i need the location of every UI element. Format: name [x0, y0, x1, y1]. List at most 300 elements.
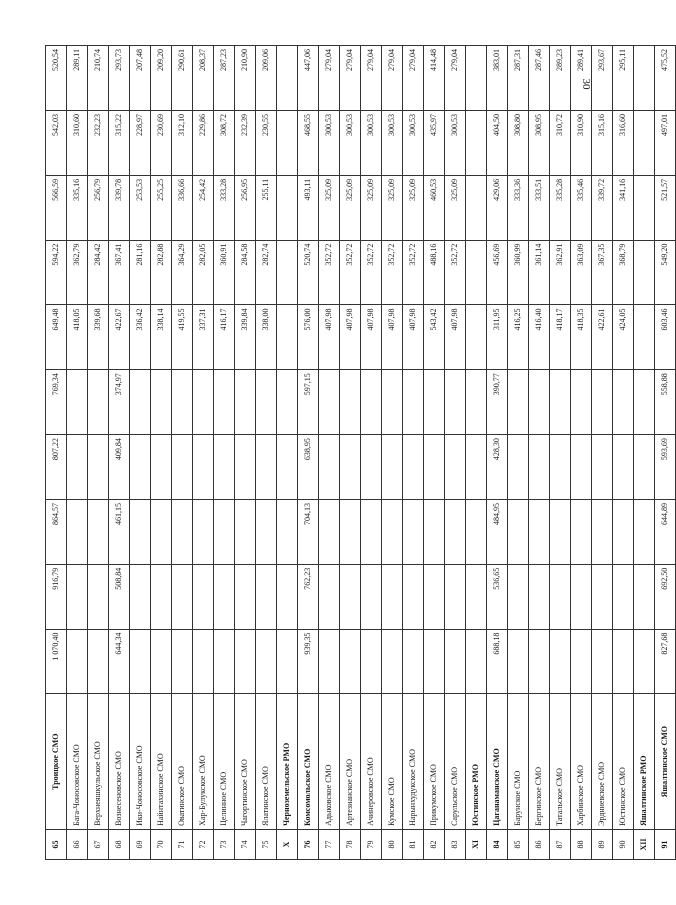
value-cell	[151, 435, 172, 500]
value-cell	[634, 435, 655, 500]
value-cell	[550, 370, 571, 435]
value-cell: 807,22	[46, 435, 67, 500]
value-cell	[277, 435, 298, 500]
value-cell: 603,46	[655, 305, 676, 370]
municipality-name-cell: Татальское СМО	[550, 694, 571, 829]
value-cell	[130, 370, 151, 435]
tariff-table	[45, 45, 676, 860]
value-cell	[592, 629, 613, 694]
value-cell	[361, 499, 382, 564]
value-cell: 333,28	[214, 175, 235, 240]
value-cell	[235, 499, 256, 564]
value-cell: 325,09	[319, 175, 340, 240]
value-cell	[214, 370, 235, 435]
value-cell	[529, 499, 550, 564]
value-cell: 279,04	[445, 46, 466, 111]
value-cell	[613, 435, 634, 500]
value-cell: 416,25	[508, 305, 529, 370]
value-cell	[214, 629, 235, 694]
value-cell	[403, 499, 424, 564]
table-row	[67, 46, 88, 860]
value-cell: 300,53	[403, 110, 424, 175]
table-row	[445, 46, 466, 860]
table-row	[550, 46, 571, 860]
row-number-cell: 78	[340, 829, 361, 859]
value-cell	[193, 370, 214, 435]
row-number-cell: 84	[487, 829, 508, 859]
value-cell	[277, 564, 298, 629]
value-cell: 418,35	[571, 305, 592, 370]
value-cell	[508, 499, 529, 564]
row-number-cell: 65	[46, 829, 67, 859]
value-cell: 300,53	[445, 110, 466, 175]
municipality-name-cell: Найнтахинское СМО	[151, 694, 172, 829]
value-cell	[634, 175, 655, 240]
value-cell: 279,04	[361, 46, 382, 111]
value-cell: 279,04	[382, 46, 403, 111]
value-cell: 536,65	[487, 564, 508, 629]
municipality-name-cell: Бергинское СМО	[529, 694, 550, 829]
row-number-cell: 70	[151, 829, 172, 859]
value-cell: 468,55	[298, 110, 319, 175]
value-cell: 310,90	[571, 110, 592, 175]
value-cell	[172, 435, 193, 500]
value-cell: 520,74	[298, 240, 319, 305]
value-cell: 424,05	[613, 305, 634, 370]
value-cell: 542,03	[46, 110, 67, 175]
value-cell	[151, 629, 172, 694]
value-cell: 229,86	[193, 110, 214, 175]
value-cell: 566,59	[46, 175, 67, 240]
value-cell	[613, 564, 634, 629]
municipality-name-cell: Черноземельское РМО	[277, 694, 298, 829]
value-cell: 256,79	[88, 175, 109, 240]
tariff-table-container	[45, 45, 669, 860]
value-cell	[550, 435, 571, 500]
value-cell	[277, 499, 298, 564]
value-cell	[67, 629, 88, 694]
value-cell: 316,60	[613, 110, 634, 175]
value-cell: 335,28	[550, 175, 571, 240]
value-cell	[382, 564, 403, 629]
table-row	[424, 46, 445, 860]
value-cell: 290,61	[172, 46, 193, 111]
value-cell: 558,88	[655, 370, 676, 435]
value-cell: 300,53	[361, 110, 382, 175]
value-cell: 404,50	[487, 110, 508, 175]
value-cell	[151, 564, 172, 629]
value-cell: 210,74	[88, 46, 109, 111]
value-cell: 293,67	[592, 46, 613, 111]
value-cell: 282,05	[193, 240, 214, 305]
value-cell: 407,98	[361, 305, 382, 370]
value-cell: 282,74	[256, 240, 277, 305]
value-cell: 416,17	[214, 305, 235, 370]
municipality-name-cell: Комсомольское СМО	[298, 694, 319, 829]
value-cell	[529, 370, 550, 435]
row-number-cell: 87	[550, 829, 571, 859]
value-cell	[634, 499, 655, 564]
value-cell	[88, 629, 109, 694]
table-row	[487, 46, 508, 860]
value-cell	[445, 629, 466, 694]
value-cell	[466, 629, 487, 694]
value-cell: 325,09	[382, 175, 403, 240]
value-cell: 361,14	[529, 240, 550, 305]
municipality-name-cell: Харбинское СМО	[571, 694, 592, 829]
table-row	[382, 46, 403, 860]
value-cell: 308,72	[214, 110, 235, 175]
municipality-name-cell: Вознесеновское СМО	[109, 694, 130, 829]
row-number-cell: 66	[67, 829, 88, 859]
value-cell	[235, 564, 256, 629]
value-cell	[235, 629, 256, 694]
value-cell	[172, 499, 193, 564]
value-cell: 428,30	[487, 435, 508, 500]
value-cell	[529, 435, 550, 500]
value-cell	[340, 629, 361, 694]
value-cell: 576,00	[298, 305, 319, 370]
table-row	[634, 46, 655, 860]
value-cell	[466, 564, 487, 629]
value-cell: 289,11	[67, 46, 88, 111]
municipality-name-cell: Троицкое СМО	[46, 694, 67, 829]
value-cell: 594,22	[46, 240, 67, 305]
page-number: 30	[580, 78, 592, 90]
value-cell: 704,13	[298, 499, 319, 564]
value-cell	[424, 370, 445, 435]
rotated-table-frame	[45, 45, 669, 860]
value-cell	[319, 629, 340, 694]
table-row	[613, 46, 634, 860]
value-cell	[319, 435, 340, 500]
value-cell: 232,23	[88, 110, 109, 175]
row-number-cell: XII	[634, 829, 655, 859]
value-cell	[88, 435, 109, 500]
value-cell	[445, 564, 466, 629]
municipality-name-cell: Ики-Чоносовское СМО	[130, 694, 151, 829]
value-cell: 310,72	[550, 110, 571, 175]
value-cell: 864,57	[46, 499, 67, 564]
value-cell: 521,57	[655, 175, 676, 240]
value-cell	[466, 370, 487, 435]
table-row	[46, 46, 67, 860]
municipality-name-cell: Верхнеяшкульское СМО	[88, 694, 109, 829]
municipality-name-cell: Юстинское РМО	[466, 694, 487, 829]
value-cell	[256, 435, 277, 500]
value-cell	[172, 564, 193, 629]
value-cell: 230,55	[256, 110, 277, 175]
value-cell	[277, 370, 298, 435]
municipality-name-cell: Артезианское СМО	[340, 694, 361, 829]
value-cell: 475,52	[655, 46, 676, 111]
value-cell	[88, 370, 109, 435]
value-cell	[466, 435, 487, 500]
row-number-cell: 80	[382, 829, 403, 859]
value-cell: 339,68	[88, 305, 109, 370]
value-cell: 916,79	[46, 564, 67, 629]
value-cell: 352,72	[403, 240, 424, 305]
value-cell: 325,09	[445, 175, 466, 240]
value-cell	[214, 499, 235, 564]
value-cell	[634, 629, 655, 694]
value-cell: 308,80	[508, 110, 529, 175]
value-cell: 414,48	[424, 46, 445, 111]
table-row	[172, 46, 193, 860]
value-cell	[319, 370, 340, 435]
municipality-name-cell: Целинное СМО	[214, 694, 235, 829]
table-row	[298, 46, 319, 860]
value-cell: 435,97	[424, 110, 445, 175]
value-cell: 447,06	[298, 46, 319, 111]
value-cell: 300,53	[382, 110, 403, 175]
value-cell: 762,23	[298, 564, 319, 629]
value-cell: 409,84	[109, 435, 130, 500]
value-cell: 456,69	[487, 240, 508, 305]
value-cell	[634, 240, 655, 305]
value-cell: 692,50	[655, 564, 676, 629]
table-row	[529, 46, 550, 860]
value-cell	[403, 629, 424, 694]
value-cell	[382, 629, 403, 694]
row-number-cell: 77	[319, 829, 340, 859]
value-cell: 543,42	[424, 305, 445, 370]
value-cell	[592, 499, 613, 564]
value-cell: 338,00	[256, 305, 277, 370]
table-row	[466, 46, 487, 860]
value-cell	[445, 370, 466, 435]
value-cell: 360,99	[508, 240, 529, 305]
table-row	[151, 46, 172, 860]
value-cell	[319, 564, 340, 629]
value-cell: 281,16	[130, 240, 151, 305]
municipality-name-cell: Ачинеровское СМО	[361, 694, 382, 829]
value-cell: 325,09	[340, 175, 361, 240]
value-cell: 649,48	[46, 305, 67, 370]
value-cell: 308,95	[529, 110, 550, 175]
row-number-cell: 76	[298, 829, 319, 859]
value-cell	[277, 240, 298, 305]
value-cell	[193, 435, 214, 500]
municipality-name-cell: Оватинское СМО	[172, 694, 193, 829]
value-cell: 287,23	[214, 46, 235, 111]
value-cell	[340, 435, 361, 500]
municipality-name-cell: Прикумское СМО	[424, 694, 445, 829]
value-cell	[466, 240, 487, 305]
value-cell: 232,39	[235, 110, 256, 175]
table-row	[130, 46, 151, 860]
value-cell: 368,79	[613, 240, 634, 305]
value-cell: 497,01	[655, 110, 676, 175]
row-number-cell: 89	[592, 829, 613, 859]
value-cell: 362,91	[550, 240, 571, 305]
value-cell	[403, 435, 424, 500]
value-cell: 338,14	[151, 305, 172, 370]
value-cell: 289,23	[550, 46, 571, 111]
value-cell: 363,09	[571, 240, 592, 305]
value-cell: 333,51	[529, 175, 550, 240]
value-cell: 282,88	[151, 240, 172, 305]
value-cell: 255,11	[256, 175, 277, 240]
value-cell	[571, 499, 592, 564]
value-cell: 407,98	[382, 305, 403, 370]
value-cell: 325,09	[403, 175, 424, 240]
value-cell: 284,42	[88, 240, 109, 305]
value-cell	[466, 305, 487, 370]
value-cell: 362,79	[67, 240, 88, 305]
value-cell: 312,10	[172, 110, 193, 175]
value-cell: 325,09	[361, 175, 382, 240]
value-cell	[571, 629, 592, 694]
value-cell: 207,48	[130, 46, 151, 111]
value-cell	[634, 370, 655, 435]
value-cell	[466, 110, 487, 175]
value-cell	[634, 305, 655, 370]
value-cell	[193, 499, 214, 564]
value-cell	[571, 370, 592, 435]
value-cell	[634, 564, 655, 629]
table-row	[88, 46, 109, 860]
value-cell: 333,36	[508, 175, 529, 240]
municipality-name-cell: Яшалтинское РМО	[634, 694, 655, 829]
value-cell	[550, 629, 571, 694]
row-number-cell: XI	[466, 829, 487, 859]
value-cell: 374,97	[109, 370, 130, 435]
value-cell: 209,20	[151, 46, 172, 111]
row-number-cell: 85	[508, 829, 529, 859]
value-cell	[340, 499, 361, 564]
value-cell	[88, 499, 109, 564]
value-cell	[361, 370, 382, 435]
value-cell: 230,69	[151, 110, 172, 175]
value-cell: 337,31	[193, 305, 214, 370]
value-cell: 407,98	[445, 305, 466, 370]
value-cell: 352,72	[340, 240, 361, 305]
value-cell: 1 070,40	[46, 629, 67, 694]
value-cell	[193, 629, 214, 694]
value-cell	[592, 370, 613, 435]
value-cell: 341,16	[613, 175, 634, 240]
value-cell: 339,78	[109, 175, 130, 240]
value-cell	[277, 110, 298, 175]
value-cell	[172, 629, 193, 694]
value-cell	[592, 435, 613, 500]
value-cell: 339,72	[592, 175, 613, 240]
value-cell: 549,20	[655, 240, 676, 305]
value-cell	[67, 499, 88, 564]
value-cell	[172, 370, 193, 435]
value-cell	[508, 564, 529, 629]
value-cell	[88, 564, 109, 629]
table-row	[361, 46, 382, 860]
row-number-cell: 67	[88, 829, 109, 859]
value-cell	[67, 435, 88, 500]
value-cell: 407,98	[403, 305, 424, 370]
value-cell: 210,90	[235, 46, 256, 111]
value-cell	[571, 435, 592, 500]
value-cell: 253,53	[130, 175, 151, 240]
value-cell: 254,42	[193, 175, 214, 240]
value-cell: 352,72	[361, 240, 382, 305]
value-cell: 488,16	[424, 240, 445, 305]
value-cell	[67, 370, 88, 435]
value-cell: 688,18	[487, 629, 508, 694]
value-cell	[319, 499, 340, 564]
value-cell: 287,31	[508, 46, 529, 111]
value-cell: 422,67	[109, 305, 130, 370]
value-cell	[277, 629, 298, 694]
row-number-cell: 86	[529, 829, 550, 859]
value-cell: 352,72	[445, 240, 466, 305]
table-row	[256, 46, 277, 860]
row-number-cell: 71	[172, 829, 193, 859]
value-cell: 256,95	[235, 175, 256, 240]
row-number-cell: 91	[655, 829, 676, 859]
table-row	[655, 46, 676, 860]
value-cell	[508, 370, 529, 435]
row-number-cell: 72	[193, 829, 214, 859]
value-cell	[445, 435, 466, 500]
value-cell: 279,04	[319, 46, 340, 111]
value-cell	[256, 370, 277, 435]
value-cell	[403, 370, 424, 435]
value-cell	[340, 564, 361, 629]
value-cell	[256, 629, 277, 694]
row-number-cell: 69	[130, 829, 151, 859]
value-cell: 279,04	[403, 46, 424, 111]
municipality-name-cell: Цаганаманское СМО	[487, 694, 508, 829]
value-cell: 484,95	[487, 499, 508, 564]
value-cell	[382, 370, 403, 435]
value-cell: 390,77	[487, 370, 508, 435]
value-cell	[214, 435, 235, 500]
value-cell: 336,42	[130, 305, 151, 370]
value-cell	[361, 435, 382, 500]
value-cell	[613, 499, 634, 564]
municipality-name-cell: Эрдниевское СМО	[592, 694, 613, 829]
value-cell	[424, 499, 445, 564]
municipality-name-cell: Ялатинское СМО	[256, 694, 277, 829]
value-cell	[403, 564, 424, 629]
municipality-name-cell: Юстинское СМО	[613, 694, 634, 829]
value-cell: 493,11	[298, 175, 319, 240]
value-cell	[235, 370, 256, 435]
municipality-name-cell: Барунское СМО	[508, 694, 529, 829]
value-cell	[634, 110, 655, 175]
value-cell	[508, 435, 529, 500]
municipality-name-cell: Кумское СМО	[382, 694, 403, 829]
value-cell	[151, 499, 172, 564]
municipality-name-cell: Адыковское СМО	[319, 694, 340, 829]
value-cell: 460,53	[424, 175, 445, 240]
value-cell: 939,35	[298, 629, 319, 694]
value-cell	[235, 435, 256, 500]
value-cell: 336,66	[172, 175, 193, 240]
municipality-name-cell: Сарульское СМО	[445, 694, 466, 829]
value-cell: 209,06	[256, 46, 277, 111]
value-cell: 407,98	[340, 305, 361, 370]
value-cell	[382, 499, 403, 564]
value-cell: 300,53	[340, 110, 361, 175]
value-cell: 407,98	[319, 305, 340, 370]
value-cell	[571, 564, 592, 629]
value-cell: 597,15	[298, 370, 319, 435]
value-cell: 293,73	[109, 46, 130, 111]
table-row	[592, 46, 613, 860]
value-cell: 418,05	[67, 305, 88, 370]
value-cell	[193, 564, 214, 629]
row-number-cell: 75	[256, 829, 277, 859]
